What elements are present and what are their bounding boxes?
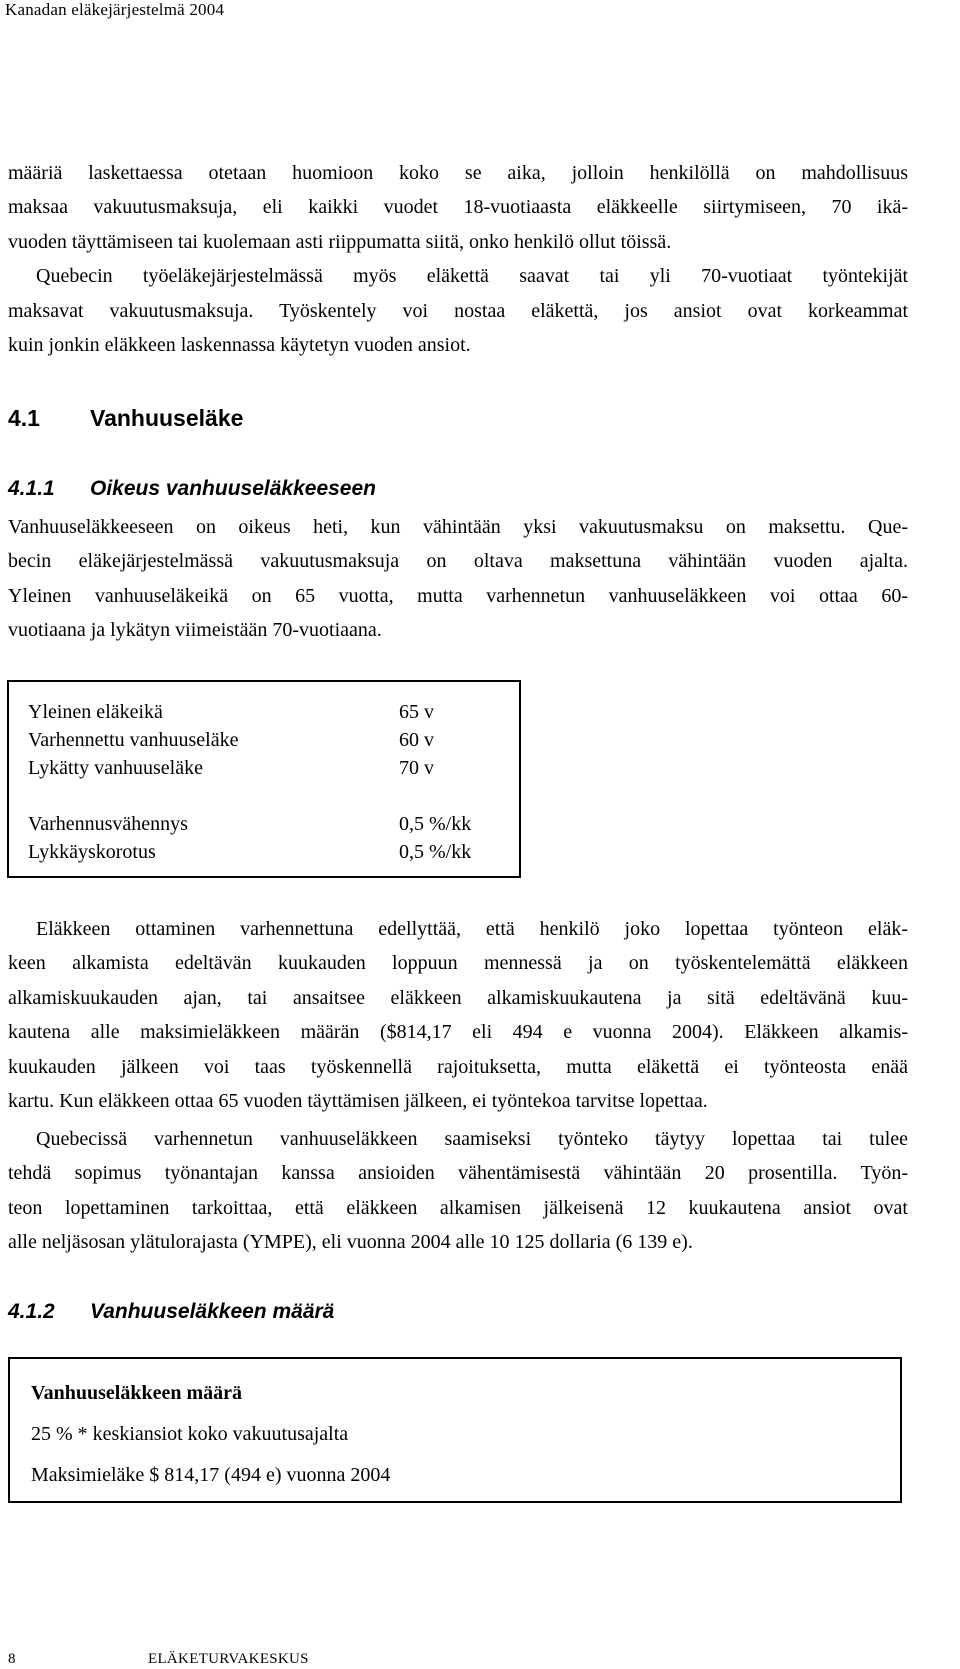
text-line: alle neljäsosan ylätulorajasta (YMPE), eli vuonna 2004 alle 10 125 dollaria (6 139 e). (8, 1231, 693, 1254)
text-line: Vanhuuseläkkeeseen on oikeus heti, kun vähintään yksi vakuutusmaksu on maksettu. Que- (8, 516, 908, 538)
text-line: määriä laskettaessa otetaan huomioon koko se aika, jolloin henkilöllä on mahdollisuus (8, 162, 908, 184)
pension-amount-box (8, 1357, 902, 1503)
text-line: kartu. Kun eläkkeen ottaa 65 vuoden täyttämisen jälkeen, ei työntekoa tarvitse lopettaa. (8, 1090, 708, 1113)
box-label: Varhennusvähennys (28, 813, 188, 835)
text-line: kuin jonkin eläkkeen laskennassa käytetyn vuoden ansiot. (8, 334, 471, 357)
box-value: 0,5 %/kk (399, 813, 472, 835)
text-line: teon lopettaminen tarkoittaa, että eläkkeen alkamisen jälkeisenä 12 kuukautena ansiot ovat (8, 1196, 908, 1219)
text-line: Quebecissä varhennetun vanhuuseläkkeen saamiseksi työnteko täytyy lopettaa tai tulee (36, 1128, 908, 1150)
early-retirement-paragraph (8, 912, 908, 1118)
text-line: vuotiaana ja lykätyn viimeistään 70-vuotiaana. (8, 619, 382, 642)
box-value: 0,5 %/kk (399, 841, 472, 863)
box-formula: 25 % * keskiansiot koko vakuutusajalta (31, 1423, 349, 1445)
section-number: 4.1 (8, 405, 40, 431)
text-line: Yleinen vanhuuseläkeikä on 65 vuotta, mutta varhennetun vanhuuseläkkeen voi ottaa 60- (8, 584, 908, 607)
text-line: keen alkamista edeltävän kuukauden loppuun mennessä ja on työskentelemättä eläkkeen (8, 952, 908, 975)
intro-paragraph (8, 156, 908, 362)
box-maximum: Maksimieläke $ 814,17 (494 e) vuonna 2004 (31, 1464, 391, 1486)
eligibility-paragraph (8, 510, 908, 648)
box-value: 60 v (399, 729, 434, 751)
box-label: Lykkäyskorotus (28, 841, 156, 863)
section-heading-4-1-1 (8, 476, 376, 502)
section-title: Vanhuuseläke (90, 405, 244, 431)
publisher-name: ELÄKETURVAKESKUS (148, 1651, 309, 1667)
text-line: vuoden täyttämiseen tai kuolemaan asti riippumatta siitä, onko henkilö ollut töissä. (8, 230, 672, 253)
text-line: Quebecin työeläkejärjestelmässä myös eläkettä saavat tai yli 70-vuotiaat työntekijät (36, 265, 908, 288)
text-line: tehdä sopimus työnantajan kanssa ansioiden vähentämisestä vähintään 20 prosentilla. Työn- (8, 1162, 908, 1185)
box-value: 65 v (399, 701, 434, 723)
text-line: becin eläkejärjestelmässä vakuutusmaksuja on oltava maksettuna vähintään vuoden ajalta. (8, 550, 908, 573)
box-label: Varhennettu vanhuuseläke (28, 729, 239, 751)
retirement-age-box (7, 680, 521, 878)
box-title: Vanhuuseläkkeen määrä (31, 1382, 242, 1404)
running-header: Kanadan eläkejärjestelmä 2004 (5, 0, 225, 19)
text-line: maksaa vakuutusmaksuja, eli kaikki vuodet 18-vuotiaasta eläkkeelle siirtymiseen, 70 ikä- (8, 196, 908, 219)
quebec-paragraph (8, 1122, 908, 1260)
section-number: 4.1.2 (8, 1300, 55, 1323)
text-line: alkamiskuukauden ajan, tai ansaitsee eläkkeen alkamiskuukautena ja sitä edeltävänä kuu- (8, 986, 908, 1009)
section-title: Vanhuuseläkkeen määrä (90, 1300, 335, 1323)
section-heading-4-1-2 (8, 1299, 334, 1325)
section-title: Oikeus vanhuuseläkkeeseen (90, 477, 376, 500)
section-number: 4.1.1 (8, 477, 55, 500)
box-label: Lykätty vanhuuseläke (28, 757, 203, 779)
page-number: 8 (8, 1651, 16, 1667)
text-line: Eläkkeen ottaminen varhennettuna edellyttää, että henkilö joko lopettaa työnteon eläk- (36, 918, 908, 940)
text-line: kautena alle maksimieläkkeen määrän ($814,17 eli 494 e vuonna 2004). Eläkkeen alkamis- (8, 1021, 908, 1044)
text-line: maksavat vakuutusmaksuja. Työskentely voi nostaa eläkettä, jos ansiot ovat korkeammat (8, 299, 908, 322)
box-label: Yleinen eläkeikä (28, 701, 163, 723)
box-value: 70 v (399, 757, 434, 779)
text-line: kuukauden jälkeen voi taas työskennellä rajoituksetta, mutta eläkettä ei työnteosta enää (8, 1055, 908, 1078)
section-heading-4-1 (8, 404, 243, 432)
